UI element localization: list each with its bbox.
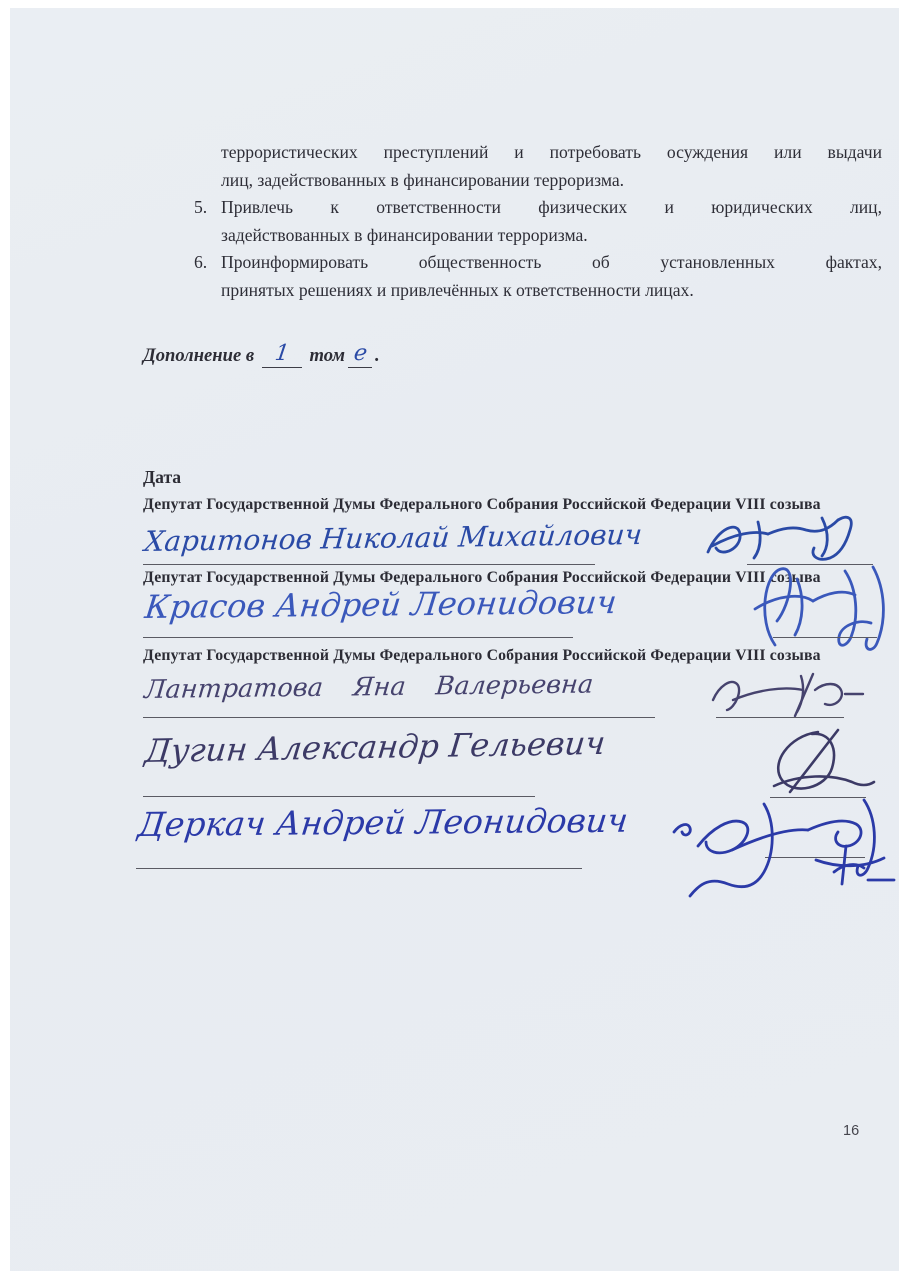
date-label: Дата	[143, 467, 182, 487]
deputy-title-label-1: Депутат Государственной Думы Федерального Собрания Российской Федерации VIII созыва	[143, 496, 821, 513]
handwritten-name-dugin: Дугин Александр Гельевич	[143, 723, 608, 770]
addendum-middle: том	[309, 345, 346, 366]
signature-rule-line	[143, 717, 655, 718]
deputy-title-label-3: Депутат Государственной Думы Федерального Собрания Российской Федерации VIII созыва	[143, 647, 821, 664]
signature-rule-line	[143, 564, 595, 565]
signature-rule-line	[136, 868, 582, 869]
signature-scribble-dugin-icon	[760, 724, 878, 798]
page-number: 16	[843, 1123, 860, 1139]
list-item-text: Проинформировать общественность об установленных фактах,	[221, 252, 882, 272]
handwritten-name-lantratova: Лантратова Яна Валерьевна	[143, 669, 595, 705]
signature-rule-line	[143, 796, 535, 797]
list-item-number: 6.	[194, 252, 208, 272]
list-item-6-line-2: принятых решениях и привлечённых к ответственности лицах.	[221, 279, 694, 300]
list-item-number: 5.	[194, 197, 208, 217]
handwritten-volume-suffix: е	[351, 341, 369, 366]
list-item-text: Привлечь к ответственности физических и юридических лиц,	[221, 197, 882, 217]
paper-background	[10, 8, 899, 1271]
list-item-5-line-1	[194, 194, 882, 222]
list-item-5-line-2: задействованных в финансировании терроризма.	[221, 224, 588, 245]
handwritten-name-derkach: Деркач Андрей Леонидович	[136, 800, 631, 844]
signature-rule-line	[716, 717, 844, 718]
paragraph-line: террористических преступлений и потребовать осуждения или выдачи	[221, 142, 882, 162]
handwritten-name-kharitonov: Харитонов Николай Михайлович	[143, 518, 644, 558]
volume-number-blank	[262, 342, 302, 368]
addendum-line	[143, 342, 380, 368]
signature-rule-line	[143, 637, 573, 638]
signature-scribble-derkach-icon	[668, 788, 903, 900]
body-text-block	[194, 139, 882, 304]
signature-rule-line	[773, 637, 877, 638]
volume-suffix-blank	[348, 342, 372, 368]
signature-scribble-lantratova-icon	[707, 670, 865, 720]
addendum-period: .	[375, 345, 380, 366]
addendum-prefix: Дополнение в	[143, 345, 255, 366]
handwritten-name-krasov: Красов Андрей Леонидович	[143, 583, 619, 626]
handwritten-volume-number: 1	[273, 341, 291, 366]
list-item-6-line-1	[194, 249, 882, 277]
deputy-title-label-2: Депутат Государственной Думы Федерального Собрания Российской Федерации VIII созыва	[143, 569, 821, 586]
paragraph-line: лиц, задействованных в финансировании терроризма.	[221, 169, 625, 190]
